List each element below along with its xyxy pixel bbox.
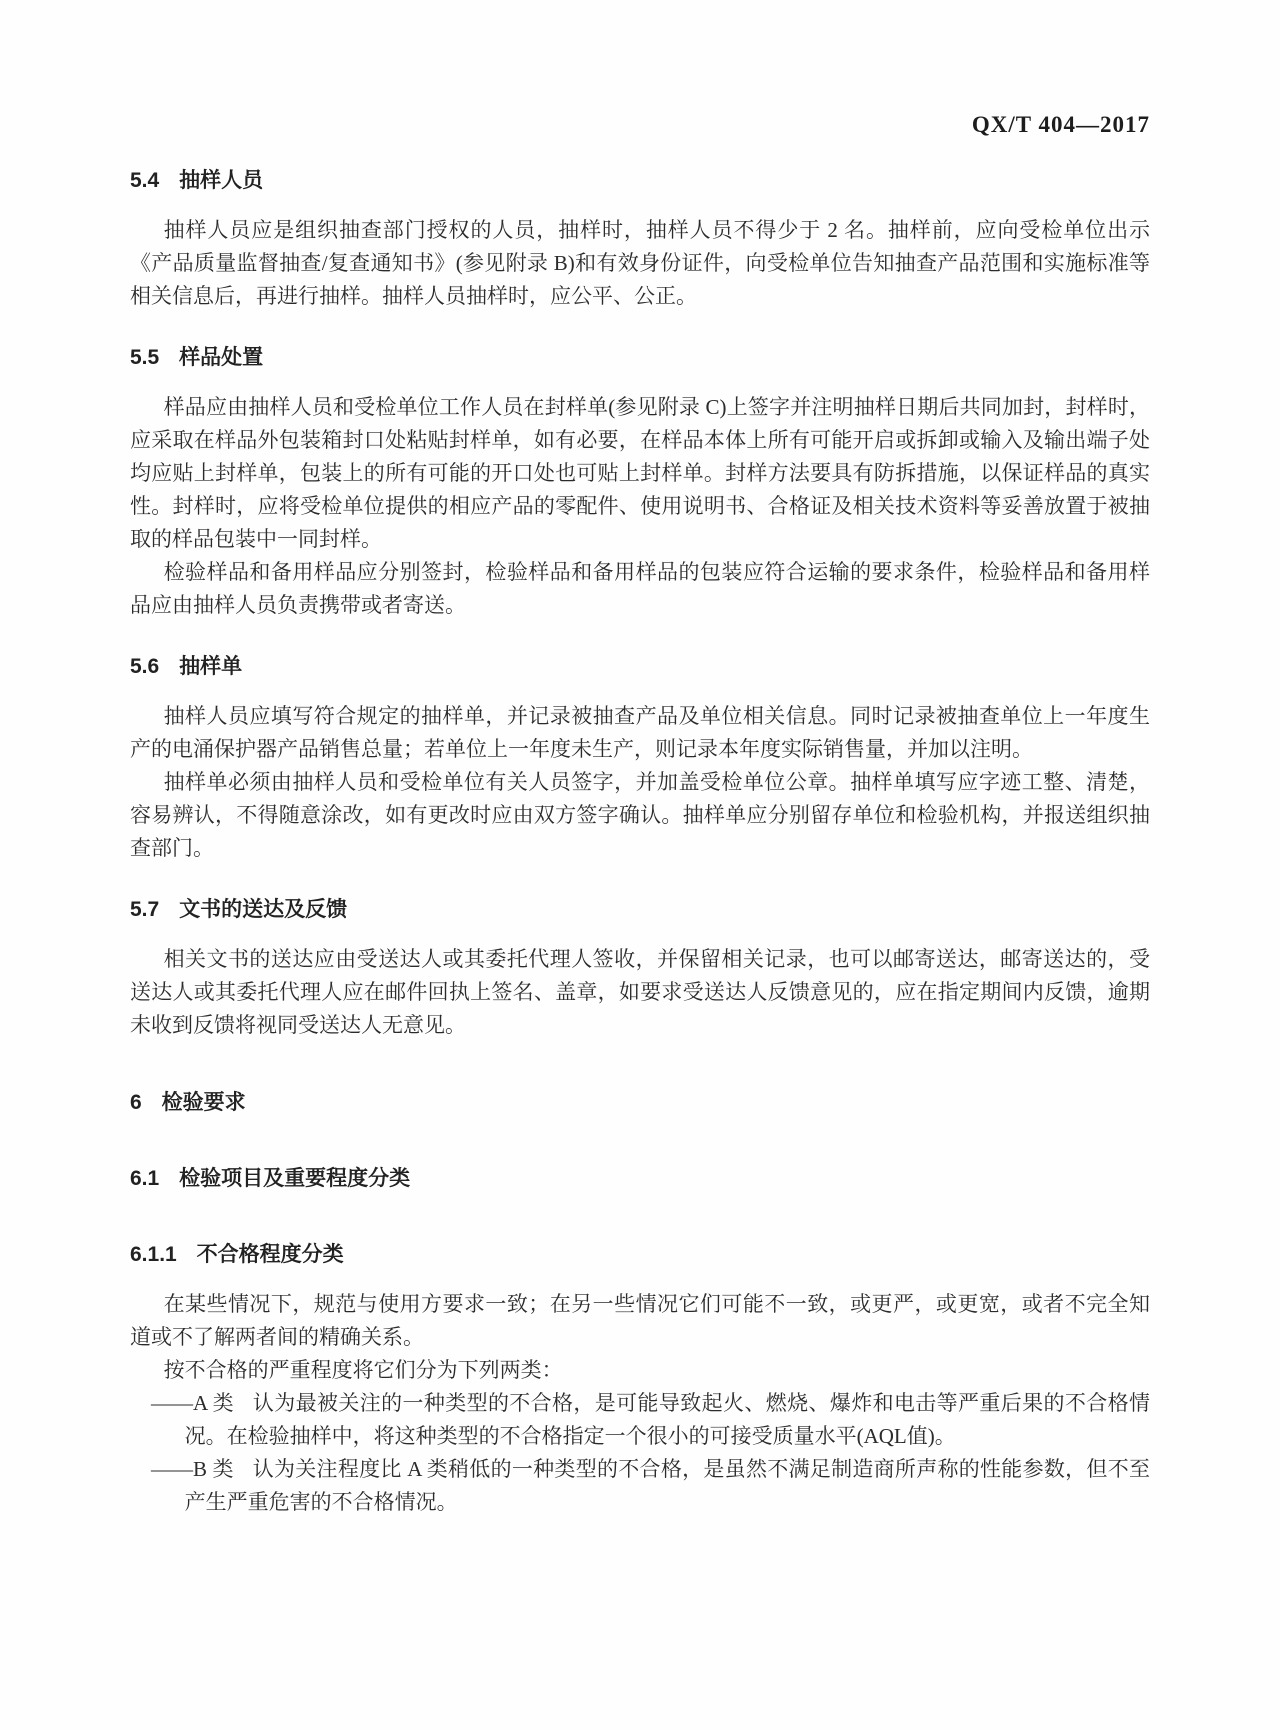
list-label: B 类 [193, 1457, 234, 1481]
heading-title: 检验项目及重要程度分类 [179, 1167, 411, 1190]
list-label: A 类 [193, 1391, 234, 1415]
heading-number: 5.7 [130, 898, 160, 921]
heading-number: 5.5 [130, 346, 160, 369]
heading-number: 6 [130, 1091, 142, 1114]
heading-6-1-1 [130, 1240, 1150, 1270]
paragraph: 检验样品和备用样品应分别签封，检验样品和备用样品的包装应符合运输的要求条件，检验样品和备用样品应由抽样人员负责携带或者寄送。 [130, 560, 1150, 617]
clause-list [130, 1387, 1150, 1519]
heading-title: 抽样人员 [179, 169, 264, 192]
paragraph: 在某些情况下，规范与使用方要求一致；在另一些情况它们可能不一致，或更严，或更宽，或者不完全知道或不了解两者间的精确关系。 [130, 1292, 1150, 1349]
doc-code: QX/T 404—2017 [971, 112, 1150, 137]
list-text: 认为最被关注的一种类型的不合格，是可能导致起火、燃烧、爆炸和电击等严重后果的不合格情况。在检验抽样中，将这种类型的不合格指定一个很小的可接受质量水平(AQL值)。 [184, 1391, 1150, 1448]
heading-6 [130, 1088, 1150, 1118]
heading-5-7 [130, 895, 1150, 925]
heading-number: 5.4 [130, 169, 160, 192]
paragraph: 样品应由抽样人员和受检单位工作人员在封样单(参见附录 C)上签字并注明抽样日期后共同加封，封样时，应采取在样品外包装箱封口处粘贴封样单，如有必要，在样品本体上所有可能开启或拆卸或输入及输出端子处均应贴上封样单，包装上的所有可能的开口处也可贴上封样单。封样方法要具有防拆措施，以保证样品的真实性。封样时，应将受检单位提供的相应产品的零配件、使用说明书、合格证及相关技术资料等妥善放置于被抽取的样品包装中一同封样。 [130, 395, 1150, 551]
heading-6-1 [130, 1164, 1150, 1194]
section-5-5 [130, 343, 1150, 622]
list-item-b-class [130, 1453, 1150, 1519]
section-5-6 [130, 652, 1150, 865]
list-item-a-class [130, 1387, 1150, 1453]
heading-5-6 [130, 652, 1150, 682]
paragraph: 抽样单必须由抽样人员和受检单位有关人员签字，并加盖受检单位公章。抽样单填写应字迹工整、清楚，容易辨认，不得随意涂改，如有更改时应由双方签字确认。抽样单应分别留存单位和检验机构，并报送组织抽查部门。 [130, 770, 1150, 860]
paragraph: 按不合格的严重程度将它们分为下列两类： [163, 1358, 563, 1382]
heading-title: 样品处置 [179, 346, 264, 369]
heading-5-4 [130, 166, 1150, 196]
list-dash: —— [151, 1457, 193, 1481]
chapter-6 [130, 1088, 1150, 1118]
paragraph: 抽样人员应是组织抽查部门授权的人员，抽样时，抽样人员不得少于 2 名。抽样前，应向受检单位出示《产品质量监督抽查/复查通知书》(参见附录 B)和有效身份证件，向受检单位告知抽查产品范围和实施标准等相关信息后，再进行抽样。抽样人员抽样时，应公平、公正。 [130, 218, 1150, 308]
paragraph: 相关文书的送达应由受送达人或其委托代理人签收，并保留相关记录，也可以邮寄送达，邮寄送达的，受送达人或其委托代理人应在邮件回执上签名、盖章，如要求受送达人反馈意见的，应在指定期间内反馈，逾期未收到反馈将视同受送达人无意见。 [130, 947, 1150, 1037]
heading-number: 5.6 [130, 655, 160, 678]
section-5-7 [130, 895, 1150, 1042]
heading-title: 抽样单 [179, 655, 243, 678]
heading-title: 不合格程度分类 [196, 1243, 344, 1266]
section-5-4 [130, 166, 1150, 313]
heading-title: 检验要求 [161, 1091, 246, 1114]
paragraph: 抽样人员应填写符合规定的抽样单，并记录被抽查产品及单位相关信息。同时记录被抽查单位上一年度生产的电涌保护器产品销售总量；若单位上一年度未生产，则记录本年度实际销售量，并加以注明。 [130, 704, 1150, 761]
list-text: 认为关注程度比 A 类稍低的一种类型的不合格，是虽然不满足制造商所声称的性能参数，但不至产生严重危害的不合格情况。 [184, 1457, 1150, 1514]
heading-number: 6.1 [130, 1167, 160, 1190]
heading-number: 6.1.1 [130, 1243, 177, 1266]
section-6-1-1 [130, 1240, 1150, 1519]
heading-title: 文书的送达及反馈 [179, 898, 348, 921]
section-6-1 [130, 1164, 1150, 1194]
heading-5-5 [130, 343, 1150, 373]
list-dash: —— [151, 1391, 193, 1415]
